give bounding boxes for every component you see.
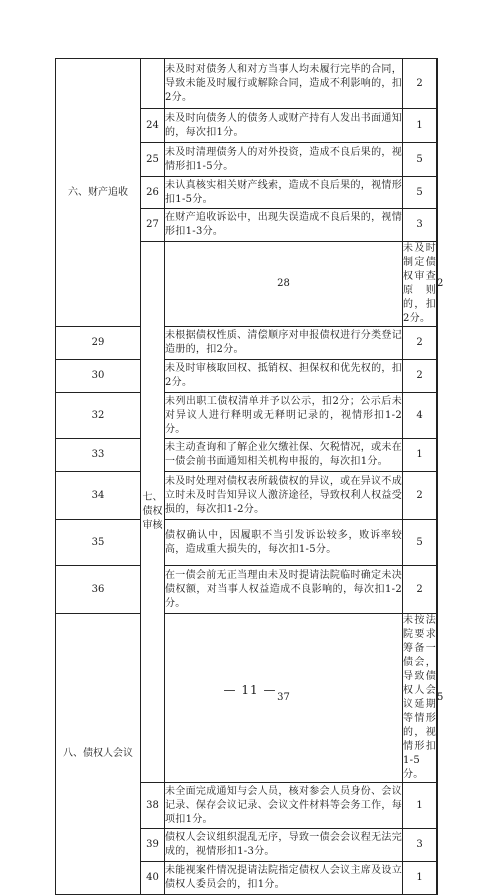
item-description: 未及时处理对债权表所载债权的异议，或在异议不成立时未及时告知异议人激济途径，导致权利人权益受损的，每次扣1-2分。 [165, 472, 403, 520]
item-number: 35 [56, 520, 141, 566]
item-description: 未及时清理债务人的对外投资，造成不良后果的，视情形扣1-5分。 [165, 143, 403, 177]
table-row [56, 439, 438, 472]
table-row [56, 360, 438, 393]
item-description: 债权确认中，因履职不当引发诉讼较多，败诉率较高，造成重大损失的，每次扣1-5分。 [165, 520, 403, 566]
item-number: 30 [56, 360, 141, 393]
table-row [56, 566, 438, 614]
item-number: 36 [56, 566, 141, 614]
item-points: 5 [403, 143, 437, 177]
item-description: 未主动查询和了解企业欠缴社保、欠税情况，或未在一债会前书面通知相关机构申报的，每次扣1分。 [165, 439, 403, 472]
blank-cell [437, 143, 438, 177]
item-description: 未及时向债务人的债务人或财产持有人发出书面通知的，每次扣1分。 [165, 109, 403, 143]
item-points: 5 [437, 614, 438, 783]
scoring-table [55, 58, 444, 895]
item-description: 未全面完成通知与会人员，核对参会人员身份、会议记录、保存会议记录、会议文件材料等会务工作，每项扣1分。 [165, 783, 403, 829]
blank-cell [437, 360, 438, 393]
item-points: 1 [403, 862, 437, 895]
item-number: 29 [56, 327, 141, 360]
blank-cell [437, 393, 438, 439]
item-number: 25 [141, 143, 165, 177]
item-points: 2 [437, 242, 438, 327]
item-number [141, 59, 165, 109]
item-number: 27 [141, 209, 165, 242]
blank-cell [437, 783, 438, 829]
item-points: 2 [403, 59, 437, 109]
item-points: 5 [403, 177, 437, 209]
blank-cell [437, 439, 438, 472]
blank-cell [437, 566, 438, 614]
item-description: 未根据债权性质、清偿顺序对申报债权进行分类登记造册的，扣2分。 [165, 327, 403, 360]
category-cell [56, 614, 141, 895]
item-points: 2 [403, 472, 437, 520]
category-label: 八、债权人会议 [63, 748, 133, 759]
table-row [56, 327, 438, 360]
item-points: 2 [403, 566, 437, 614]
blank-cell [437, 109, 438, 143]
item-points: 5 [403, 520, 437, 566]
item-number: 34 [56, 472, 141, 520]
table-row [56, 393, 438, 439]
item-points: 1 [403, 783, 437, 829]
item-description: 未列出职工债权清单并予以公示，扣2分；公示后未对异议人进行释明或无释明记录的，视情形扣1-2分。 [165, 393, 403, 439]
item-description: 在一债会前无正当理由未及时提请法院临时确定未决债权额，对当事人权益造成不良影响的，每次扣1-2分。 [165, 566, 403, 614]
item-points: 1 [403, 109, 437, 143]
table-row [56, 520, 438, 566]
blank-cell [437, 520, 438, 566]
item-points: 4 [403, 393, 437, 439]
item-points: 1 [403, 439, 437, 472]
item-number: 33 [56, 439, 141, 472]
item-number: 39 [141, 829, 165, 862]
item-points: 3 [403, 209, 437, 242]
blank-cell [437, 472, 438, 520]
blank-cell [437, 209, 438, 242]
item-number: 28 [165, 242, 403, 327]
item-points: 2 [403, 360, 437, 393]
blank-cell [437, 327, 438, 360]
item-number: 24 [141, 109, 165, 143]
item-number: 38 [141, 783, 165, 829]
item-number: 32 [56, 393, 141, 439]
table-row [56, 614, 438, 783]
item-description: 未及时审核取回权、抵销权、担保权和优先权的，扣2分。 [165, 360, 403, 393]
page-number: — 11 — [223, 683, 277, 697]
category-cell [141, 242, 165, 783]
item-description: 未及时对债务人和对方当事人均未履行完毕的合同，导致未能及时履行或解除合同，造成不利影响的，扣2分。 [165, 59, 403, 109]
item-description: 在财产追收诉讼中，出现失误造成不良后果的，视情形扣1-3分。 [165, 209, 403, 242]
category-label: 七、债权审核 [142, 492, 163, 531]
table-row [56, 472, 438, 520]
item-points: 2 [403, 327, 437, 360]
item-description: 未按法院要求筹备一债会，导致债权人会议延期等情形的，视情形扣1-5分。 [403, 614, 437, 783]
item-number: 26 [141, 177, 165, 209]
blank-cell [437, 177, 438, 209]
blank-cell [437, 59, 438, 109]
category-label: 六、财产追收 [68, 186, 128, 198]
item-number: 37 [165, 614, 403, 783]
item-description: 未能视案件情况提请法院指定债权人会议主席及设立债权人委员会的，扣1分。 [165, 862, 403, 895]
category-cell [56, 59, 141, 327]
item-description: 未及时制定债权审查原则的，扣2分。 [403, 242, 437, 327]
item-points: 3 [403, 829, 437, 862]
item-description: 债权人会议组织混乱无序，导致一债会会议程无法完成的，视情形扣1-3分。 [165, 829, 403, 862]
item-description: 未认真核实相关财产线索，造成不良后果的，视情形扣1-5分。 [165, 177, 403, 209]
table-row [56, 59, 438, 109]
blank-cell [437, 829, 438, 862]
blank-cell [437, 862, 438, 895]
item-number: 40 [141, 862, 165, 895]
